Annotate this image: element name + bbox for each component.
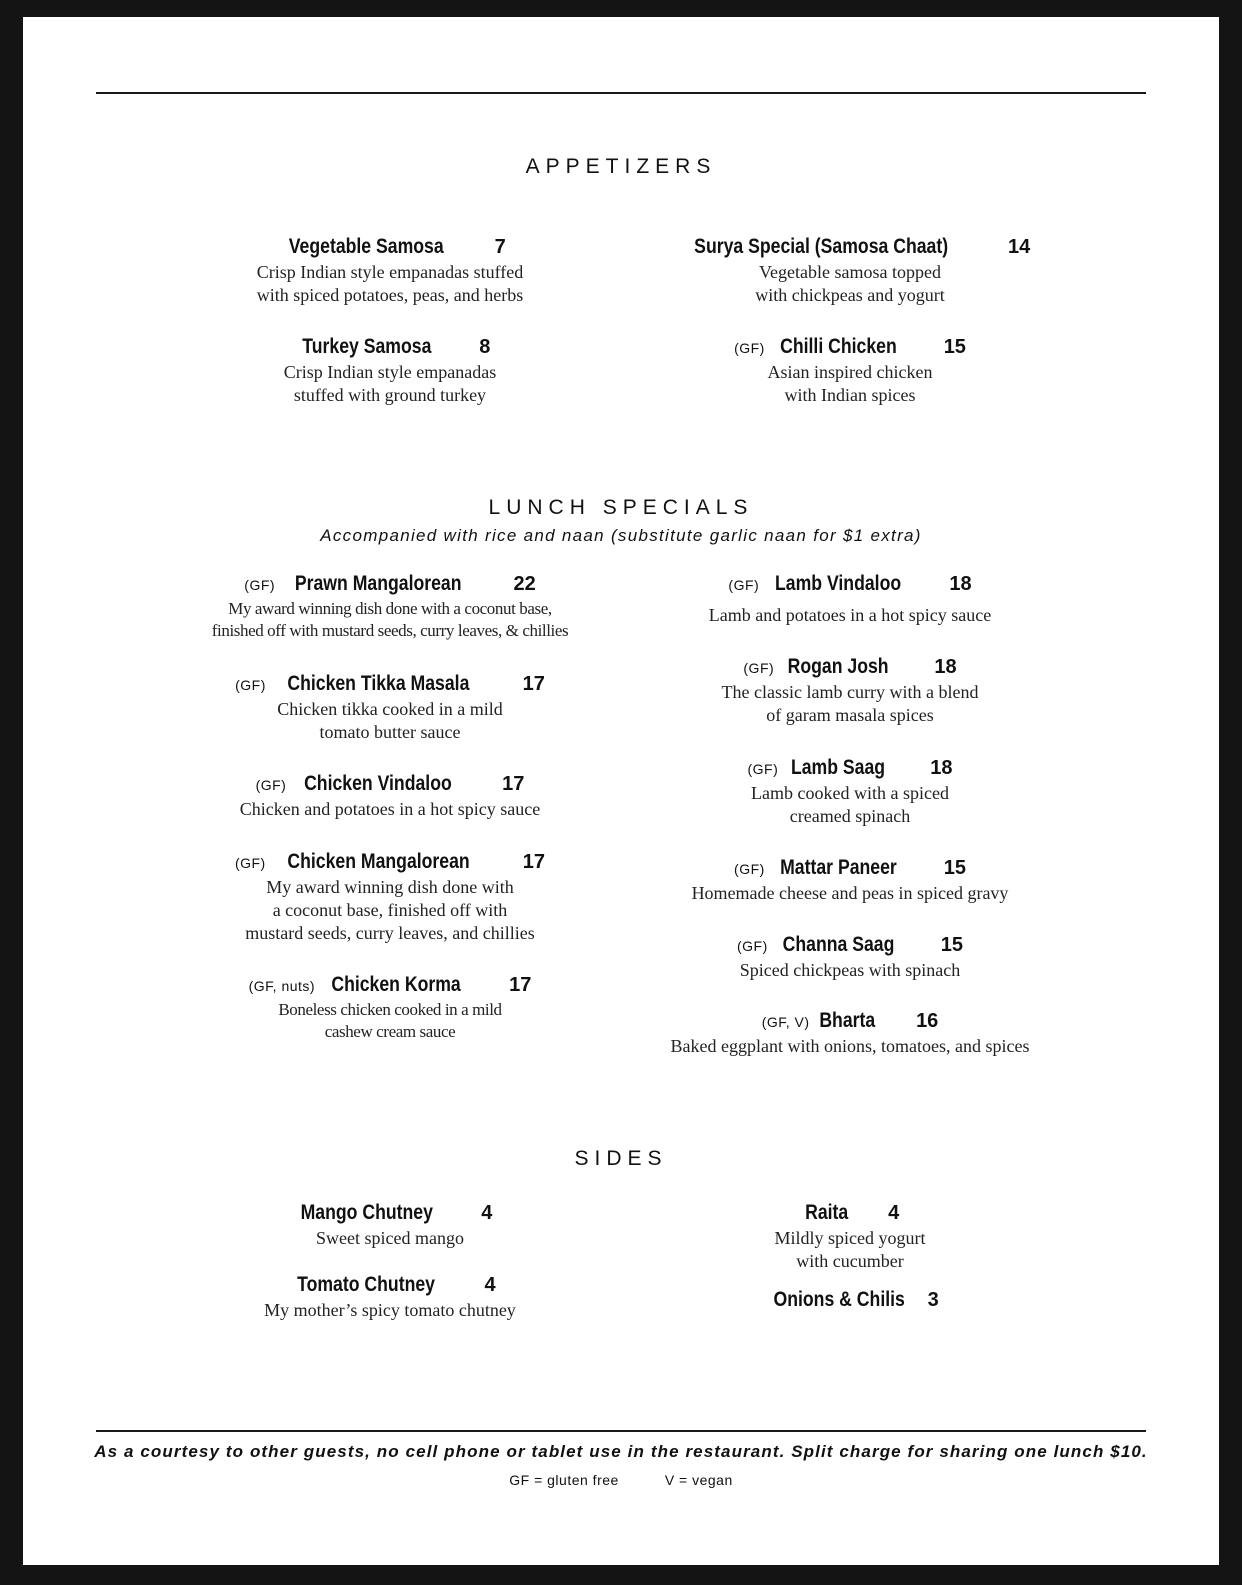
dietary-tag: (GF) — [255, 777, 287, 793]
dietary-tag: (GF, nuts) — [248, 978, 316, 994]
item-price: 15 — [943, 857, 966, 879]
menu-item-mattar-paneer — [625, 855, 1075, 905]
item-description: Sweet spiced mango — [316, 1228, 464, 1248]
item-price: 8 — [479, 336, 491, 358]
menu-item-lamb-saag — [625, 755, 1075, 828]
item-price: 18 — [930, 757, 953, 779]
legend-vegan: V = vegan — [664, 1472, 733, 1488]
item-description: Crisp Indian style empanadas stuffed with ground turkey — [283, 362, 497, 405]
item-price: 14 — [1008, 236, 1031, 258]
lunch-specials-heading: LUNCH SPECIALS — [488, 496, 754, 519]
dietary-tag: (GF) — [244, 577, 276, 593]
item-price: 22 — [513, 573, 536, 595]
item-description: Vegetable samosa topped with chickpeas and yogurt — [755, 262, 945, 305]
item-description: Chicken tikka cooked in a mild tomato butter sauce — [277, 699, 503, 742]
menu-item-surya-special — [640, 234, 1060, 307]
item-price: 15 — [940, 934, 964, 956]
item-description: Lamb and potatoes in a hot spicy sauce — [708, 605, 992, 625]
dietary-tag: (GF) — [734, 340, 765, 356]
item-price: 3 — [927, 1289, 939, 1311]
dietary-tag: (GF, V) — [761, 1014, 810, 1030]
item-name: Onions & Chilis — [773, 1288, 906, 1311]
menu-item-raita — [650, 1200, 1050, 1273]
menu-item-rogan-josh — [625, 654, 1075, 727]
sides-heading: SIDES — [574, 1147, 668, 1170]
menu-item-chicken-mangalorean — [165, 849, 615, 945]
menu-item-vegetable-samosa — [190, 234, 590, 307]
item-name: Chicken Vindaloo — [304, 772, 453, 795]
item-price: 18 — [949, 573, 972, 595]
item-description: Spiced chickpeas with spinach — [739, 960, 961, 980]
item-price: 4 — [484, 1274, 496, 1296]
item-name: Prawn Mangalorean — [294, 572, 462, 595]
item-description: My mother’s spicy tomato chutney — [264, 1300, 516, 1320]
item-price: 17 — [522, 673, 545, 695]
item-price: 18 — [934, 656, 957, 678]
item-description: Lamb cooked with a spiced creamed spinach — [751, 783, 949, 826]
dietary-legend — [0, 1472, 1242, 1488]
item-name: Turkey Samosa — [301, 335, 431, 358]
item-price: 17 — [522, 851, 546, 873]
item-price: 15 — [943, 336, 966, 358]
item-name: Rogan Josh — [787, 655, 889, 678]
dietary-tag: (GF) — [747, 761, 779, 777]
courtesy-note: As a courtesy to other guests, no cell phone or tablet use in the restaurant. Split charge for sharing one lunch $10. — [94, 1442, 1148, 1461]
item-price: 4 — [888, 1202, 900, 1224]
item-name: Chilli Chicken — [779, 335, 897, 358]
menu-item-chicken-vindaloo — [165, 771, 615, 821]
menu-item-onions-chilis — [650, 1287, 1050, 1314]
item-description: Asian inspired chicken with Indian spices — [767, 362, 933, 405]
menu-item-mango-chutney — [190, 1200, 590, 1250]
top-divider — [96, 92, 1146, 94]
item-name: Mattar Paneer — [779, 856, 897, 879]
item-price: 17 — [502, 773, 525, 795]
item-name: Mango Chutney — [300, 1201, 433, 1224]
item-price: 4 — [481, 1202, 493, 1224]
appetizers-heading: APPETIZERS — [525, 155, 717, 178]
menu-item-chicken-tikka-masala — [165, 671, 615, 744]
item-name: Chicken Korma — [331, 973, 461, 996]
item-name: Chicken Tikka Masala — [287, 672, 470, 695]
item-name: Raita — [804, 1201, 849, 1224]
item-name: Channa Saag — [782, 933, 895, 956]
bottom-divider — [96, 1430, 1146, 1432]
menu-item-chilli-chicken — [640, 334, 1060, 407]
item-price: 17 — [509, 974, 532, 996]
dietary-tag: (GF) — [736, 938, 768, 954]
dietary-tag: (GF) — [734, 861, 765, 877]
dietary-tag: (GF) — [728, 577, 760, 593]
menu-item-prawn-mangalorean — [165, 571, 615, 642]
item-description: Baked eggplant with onions, tomatoes, and spices — [670, 1036, 1030, 1056]
dietary-tag: (GF) — [234, 855, 266, 871]
dietary-tag: (GF) — [235, 677, 266, 693]
item-price: 7 — [494, 236, 506, 258]
item-description: Crisp Indian style empanadas stuffed with spiced potatoes, peas, and herbs — [256, 262, 524, 305]
item-description: Chicken and potatoes in a hot spicy sauce — [239, 799, 541, 819]
menu-item-bharta — [625, 1008, 1075, 1058]
item-name: Lamb Saag — [791, 756, 886, 779]
item-name: Surya Special (Samosa Chaat) — [693, 235, 948, 258]
item-name: Vegetable Samosa — [288, 235, 444, 258]
item-name: Bharta — [818, 1009, 875, 1032]
menu-item-chicken-korma — [165, 972, 615, 1043]
menu-item-tomato-chutney — [190, 1272, 590, 1322]
item-price: 16 — [916, 1010, 939, 1032]
item-name: Tomato Chutney — [297, 1273, 436, 1296]
item-name: Lamb Vindaloo — [775, 572, 902, 595]
menu-item-channa-saag — [625, 932, 1075, 982]
item-description: Mildly spiced yogurt with cucumber — [774, 1228, 926, 1271]
item-description: Boneless chicken cooked in a mild cashew cream sauce — [278, 1000, 502, 1041]
item-name: Chicken Mangalorean — [287, 850, 470, 873]
menu-item-lamb-vindaloo — [625, 571, 1075, 627]
dietary-tag: (GF) — [743, 660, 775, 676]
item-description: My award winning dish done with a coconut base, finished off with mustard seeds, curry leaves, & chillies — [211, 599, 569, 640]
legend-gluten-free: GF = gluten free — [509, 1472, 619, 1488]
item-description: The classic lamb curry with a blend of garam masala spices — [721, 682, 979, 725]
lunch-specials-subtitle: Accompanied with rice and naan (substitute garlic naan for $1 extra) — [320, 526, 922, 545]
item-description: Homemade cheese and peas in spiced gravy — [691, 883, 1009, 903]
item-description: My award winning dish done with a coconut base, finished off with mustard seeds, curry leaves, and chillies — [245, 877, 535, 943]
menu-item-turkey-samosa — [190, 334, 590, 407]
